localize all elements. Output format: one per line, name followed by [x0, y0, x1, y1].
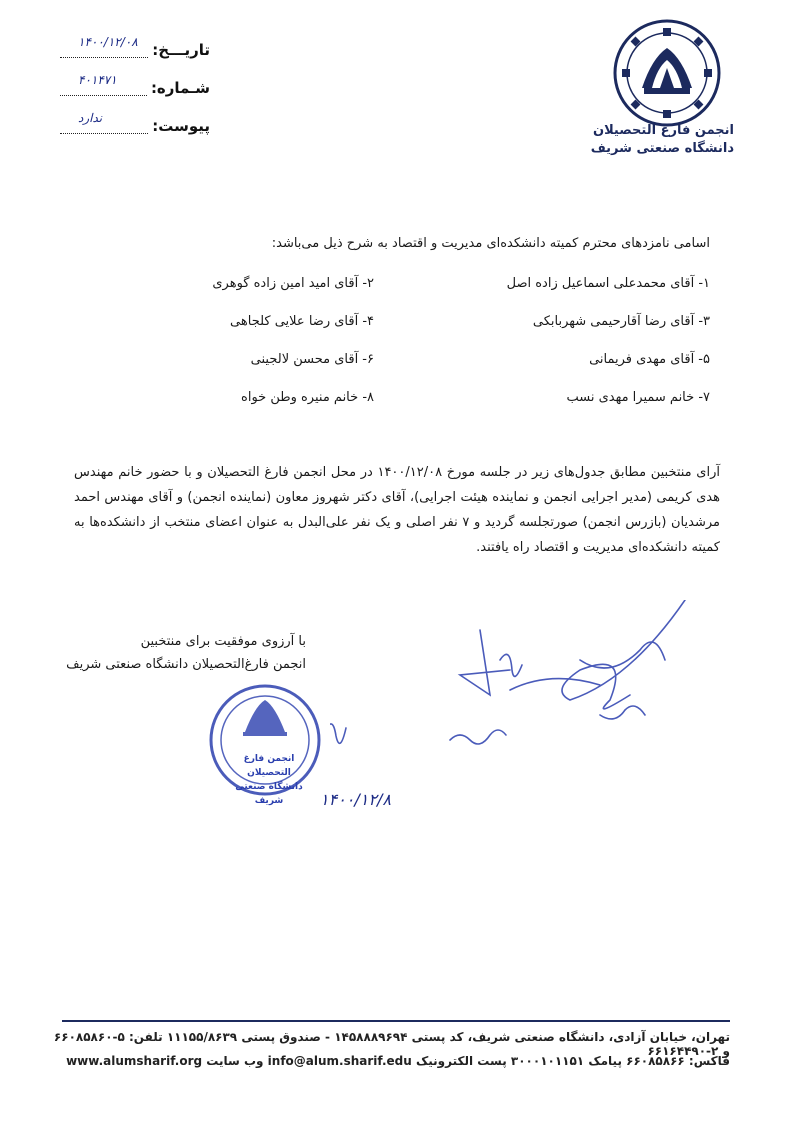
candidate-2: ۲- آقای امید امین زاده گوهری	[212, 276, 374, 291]
date-label: تاریـــخ:	[152, 41, 210, 59]
candidate-4: ۴- آقای رضا علایی کلجاهی	[230, 314, 374, 329]
candidate-1: ۱- آقای محمدعلی اسماعیل زاده اصل	[506, 276, 710, 291]
date-field	[60, 34, 210, 62]
closing-block	[66, 630, 306, 676]
attachment-field	[60, 110, 210, 138]
number-label: شـماره:	[150, 79, 210, 97]
intro-text: اسامی نامزدهای محترم کمیته دانشکده‌ای مدیریت و اقتصاد به شرح ذیل می‌باشد:	[271, 236, 710, 251]
organization-name	[534, 122, 734, 158]
candidate-6: ۶- آقای محسن لالجینی	[250, 352, 374, 367]
footer-address: تهران، خیابان آزادی، دانشگاه صنعتی شریف، کد پستی ۱۴۵۸۸۸۹۶۹۴ - صندوق پستی ۱۱۱۵۵/۸۶۳۹ تلفن: ۵-۶۶۰۸۵۸۶۰ و ۲-۶۶۱۶۴۴۹۰	[53, 1030, 730, 1058]
handwritten-date: ۱۴۰۰/۱۲/۸	[320, 790, 391, 809]
org-name-line1: انجمن فارغ التحصیلان	[592, 123, 734, 138]
footer-divider	[62, 1020, 730, 1022]
signatures	[330, 600, 710, 780]
university-logo	[612, 18, 722, 128]
number-field	[60, 72, 210, 100]
candidate-5: ۵- آقای مهدی فریمانی	[589, 352, 710, 367]
candidate-7: ۷- خانم سمیرا مهدی نسب	[566, 390, 710, 405]
footer-contact: فاکس: ۶۶۰۸۵۸۶۶ پیامک ۳۰۰۰۱۰۱۱۵۱ پست الکترونیک info@alum.sharif.edu وب سایت www.alumsharif.org	[66, 1054, 730, 1068]
attachment-value: ندارد	[78, 110, 103, 125]
candidate-8: ۸- خانم منیره وطن خواه	[241, 390, 374, 405]
attachment-label: پیوست:	[152, 117, 210, 135]
org-name-line2: دانشگاه صنعتی شریف	[590, 141, 734, 156]
number-value: ۴۰۱۴۷۱	[78, 72, 117, 87]
stamp-text: انجمن فارغ التحصیلان دانشگاه صنعتی شریف	[235, 754, 303, 806]
closing-line2: انجمن فارغ‌التحصیلان دانشگاه صنعتی شریف	[66, 657, 306, 672]
closing-line1: با آرزوی موفقیت برای منتخبین	[140, 634, 306, 649]
body-paragraph: آرای منتخبین مطابق جدول‌های زیر در جلسه مورخ ۱۴۰۰/۱۲/۰۸ در محل انجمن فارغ التحصیلان و با حضور خانم مهندس هدی کریمی (مدیر اجرایی انجمن و نماینده هیئت اجرایی)، آقای دکتر شهروز معاون (نماینده انجمن) و آقای مهندس احمد مرشدیان (بازرس انجمن) صورتجلسه گردید و ۷ نفر اصلی و یک نفر علی‌البدل به عنوان اعضای منتخب از دانشکده‌ها به کمیته دانشکده‌ای مدیریت و اقتصاد راه یافتند.	[74, 465, 720, 555]
date-value: ۱۴۰۰/۱۲/۰۸	[78, 34, 138, 49]
candidate-3: ۳- آقای رضا آقارحیمی شهربابکی	[532, 314, 710, 329]
